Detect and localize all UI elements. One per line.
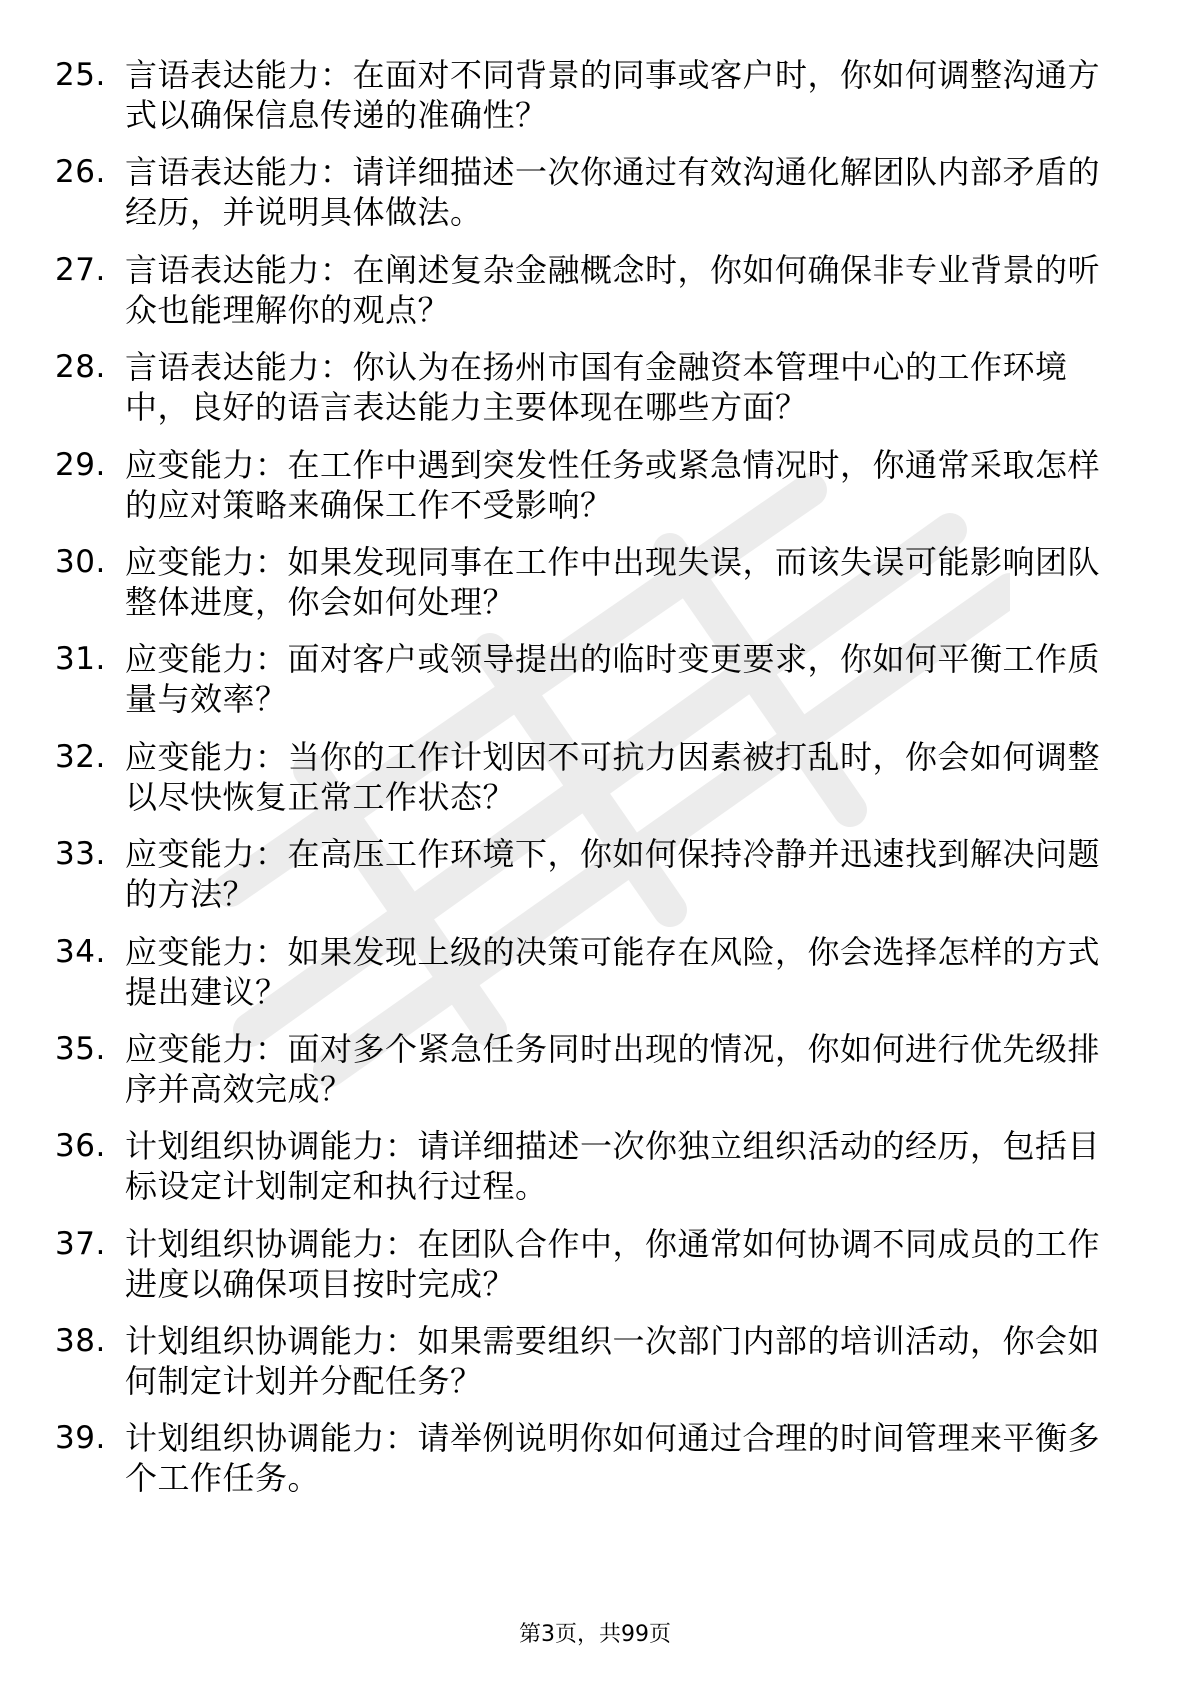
question-item [55, 1126, 1115, 1206]
question-number: 27. [55, 251, 106, 288]
question-number: 36. [55, 1128, 106, 1165]
question-item [55, 1321, 1115, 1401]
question-number: 37. [55, 1225, 106, 1262]
question-number: 39. [55, 1420, 106, 1457]
question-item [55, 737, 1115, 817]
question-number: 33. [55, 836, 106, 873]
question-number: 35. [55, 1030, 106, 1067]
question-number: 28. [55, 349, 106, 386]
question-number: 26. [55, 154, 106, 191]
question-text: 言语表达能力：你认为在扬州市国有金融资本管理中心的工作环境中，良好的语言表达能力主要体现在哪些方面？ [125, 348, 1068, 427]
question-item [55, 1224, 1115, 1304]
question-text: 应变能力：在工作中遇到突发性任务或紧急情况时，你通常采取怎样的应对策略来确保工作不受影响？ [125, 445, 1101, 524]
question-number: 25. [55, 57, 106, 93]
question-item [55, 932, 1115, 1012]
question-text: 应变能力：在高压工作环境下，你如何保持冷静并迅速找到解决问题的方法？ [125, 835, 1101, 914]
page-footer: 第3页，共99页 [519, 1622, 671, 1647]
question-number: 38. [55, 1323, 106, 1360]
question-item [55, 542, 1115, 622]
question-text: 应变能力：如果发现同事在工作中出现失误，而该失误可能影响团队整体进度，你会如何处理？ [125, 542, 1101, 621]
question-text: 言语表达能力：请详细描述一次你通过有效沟通化解团队内部矛盾的经历，并说明具体做法。 [125, 153, 1101, 232]
question-text: 应变能力：如果发现上级的决策可能存在风险，你会选择怎样的方式提出建议？ [125, 932, 1101, 1011]
question-item [55, 1029, 1115, 1109]
question-text: 计划组织协调能力：请举例说明你如何通过合理的时间管理来平衡多个工作任务。 [125, 1419, 1101, 1498]
question-number: 34. [55, 933, 106, 970]
question-number: 32. [55, 738, 106, 775]
question-item [55, 639, 1115, 719]
question-text: 计划组织协调能力：如果需要组织一次部门内部的培训活动，你会如何制定计划并分配任务？ [125, 1322, 1101, 1401]
question-text: 应变能力：面对多个紧急任务同时出现的情况，你如何进行优先级排序并高效完成？ [125, 1029, 1101, 1108]
question-number: 30. [55, 543, 106, 580]
question-number: 29. [55, 446, 106, 483]
question-item [55, 55, 1115, 135]
question-item [55, 250, 1115, 330]
question-item [55, 347, 1115, 427]
question-text: 言语表达能力：在面对不同背景的同事或客户时，你如何调整沟通方式以确保信息传递的准确性？ [125, 56, 1101, 134]
question-number: 31. [55, 641, 106, 678]
question-text: 言语表达能力：在阐述复杂金融概念时，你如何确保非专业背景的听众也能理解你的观点？ [125, 250, 1101, 329]
question-item [55, 445, 1115, 525]
question-text: 计划组织协调能力：在团队合作中，你通常如何协调不同成员的工作进度以确保项目按时完成？ [125, 1224, 1101, 1303]
question-text: 应变能力：当你的工作计划因不可抗力因素被打乱时，你会如何调整以尽快恢复正常工作状态？ [125, 737, 1101, 816]
question-item [55, 834, 1115, 914]
question-list [55, 55, 1115, 1516]
question-text: 计划组织协调能力：请详细描述一次你独立组织活动的经历，包括目标设定计划制定和执行过程。 [125, 1127, 1101, 1206]
question-text: 应变能力：面对客户或领导提出的临时变更要求，你如何平衡工作质量与效率？ [125, 640, 1101, 719]
question-item [55, 152, 1115, 232]
question-item [55, 1418, 1115, 1498]
